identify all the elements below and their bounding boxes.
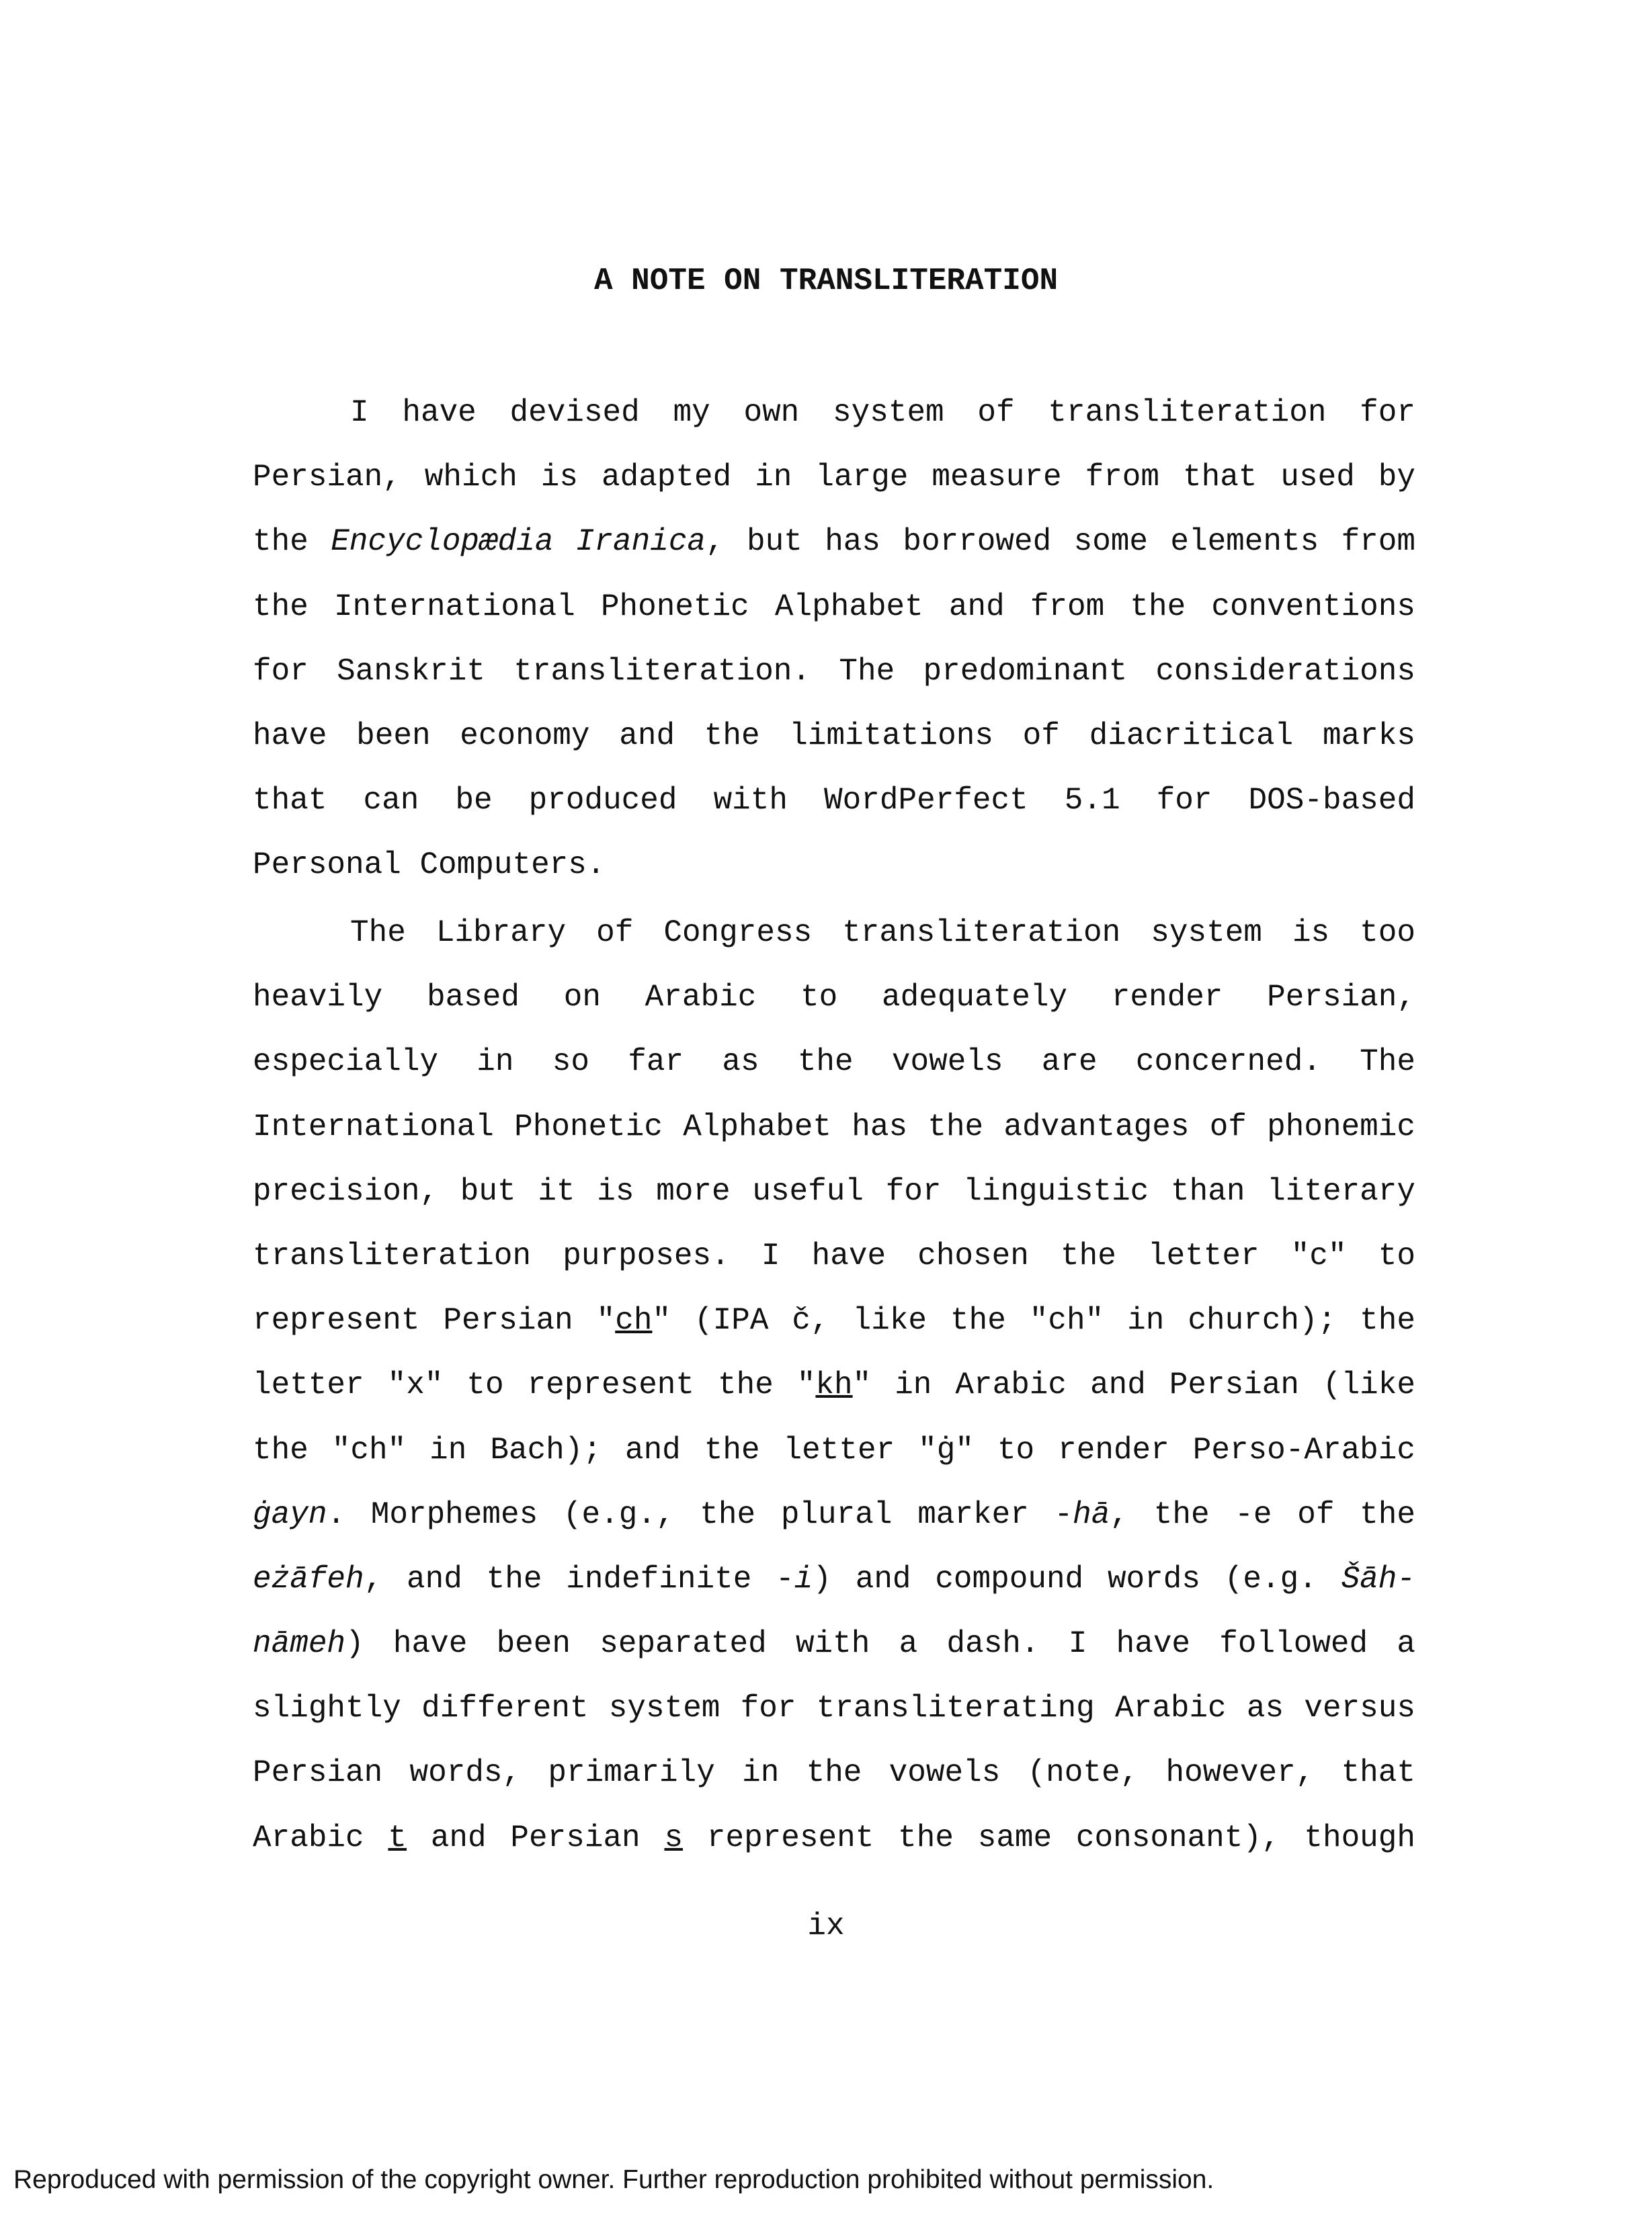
text-line: Persian, which is adapted in large measure from that used by — [253, 460, 1415, 495]
underlined-term: t — [388, 1820, 407, 1855]
italic-term: ġayn — [253, 1497, 327, 1532]
underlined-term: s — [664, 1820, 684, 1855]
text-run: " (IPA č, like the "ch" in church); the — [652, 1303, 1415, 1339]
text-run: and Persian — [407, 1820, 665, 1855]
text-run: , but has borrowed some elements from — [706, 524, 1415, 560]
text-line: the "ch" in Bach); and the letter "ġ" to render Perso-Arabic — [253, 1432, 1415, 1468]
italic-term: i — [794, 1561, 813, 1597]
text-line — [253, 1611, 1415, 1676]
text-run: Arabic — [253, 1820, 388, 1855]
underlined-term: kh — [815, 1368, 853, 1403]
text-line: slightly different system for transliterating Arabic as versus — [253, 1691, 1415, 1726]
text-line — [253, 1288, 1415, 1353]
text-line: I have devised my own system of transliteration for — [350, 395, 1415, 430]
book-title: Encyclopædia Iranica — [331, 524, 706, 560]
text-line: The Library of Congress transliteration system is too — [350, 915, 1415, 950]
text-run: letter "x" to represent the " — [253, 1368, 816, 1403]
text-run: the — [253, 524, 331, 560]
text-line: especially in so far as the vowels are concerned. The — [253, 1044, 1415, 1080]
text-line: Persian words, primarily in the vowels (note, however, that — [253, 1755, 1415, 1791]
underlined-term: ch — [615, 1303, 653, 1339]
paragraph-1 — [253, 380, 1415, 898]
text-line: Personal Computers. — [253, 847, 606, 883]
text-line: precision, but it is more useful for linguistic than literary — [253, 1173, 1415, 1209]
text-line: International Phonetic Alphabet has the advantages of phonemic — [253, 1109, 1415, 1144]
italic-term: eżāfeh — [253, 1561, 364, 1597]
copyright-footer: Reproduced with permission of the copyright owner. Further reproduction prohibited without permission. — [13, 2165, 1214, 2194]
text-run: ) have been separated with a dash. I have followed a — [345, 1626, 1415, 1662]
text-line: heavily based on Arabic to adequately render Persian, — [253, 980, 1415, 1015]
italic-term: Šāh- — [1341, 1561, 1415, 1597]
paragraph-2 — [253, 900, 1415, 1870]
text-line: that can be produced with WordPerfect 5.1 for DOS-based — [253, 783, 1415, 819]
italic-term: hā — [1073, 1497, 1110, 1532]
page-number: ix — [807, 1909, 845, 1943]
text-run: ) and compound words (e.g. — [813, 1561, 1341, 1597]
text-line — [253, 1806, 1415, 1870]
text-run: , the -e of the — [1110, 1497, 1415, 1532]
text-line — [253, 1547, 1415, 1611]
text-line — [253, 1482, 1415, 1547]
text-run: " in Arabic and Persian (like — [852, 1368, 1415, 1403]
text-line — [253, 1353, 1415, 1417]
page-title: A NOTE ON TRANSLITERATION — [593, 263, 1059, 298]
text-run: , and the indefinite - — [364, 1561, 794, 1597]
text-line — [253, 509, 1415, 574]
text-run: . Morphemes (e.g., the plural marker - — [327, 1497, 1073, 1532]
text-line: transliteration purposes. I have chosen the letter "c" to — [253, 1238, 1415, 1273]
italic-term: nāmeh — [253, 1626, 346, 1662]
text-line: for Sanskrit transliteration. The predominant considerations — [253, 653, 1415, 689]
text-run: represent Persian " — [253, 1303, 616, 1339]
text-line: have been economy and the limitations of diacritical marks — [253, 718, 1415, 753]
text-run: represent the same consonant), though — [683, 1820, 1415, 1855]
text-line: the International Phonetic Alphabet and from the conventions — [253, 589, 1415, 624]
